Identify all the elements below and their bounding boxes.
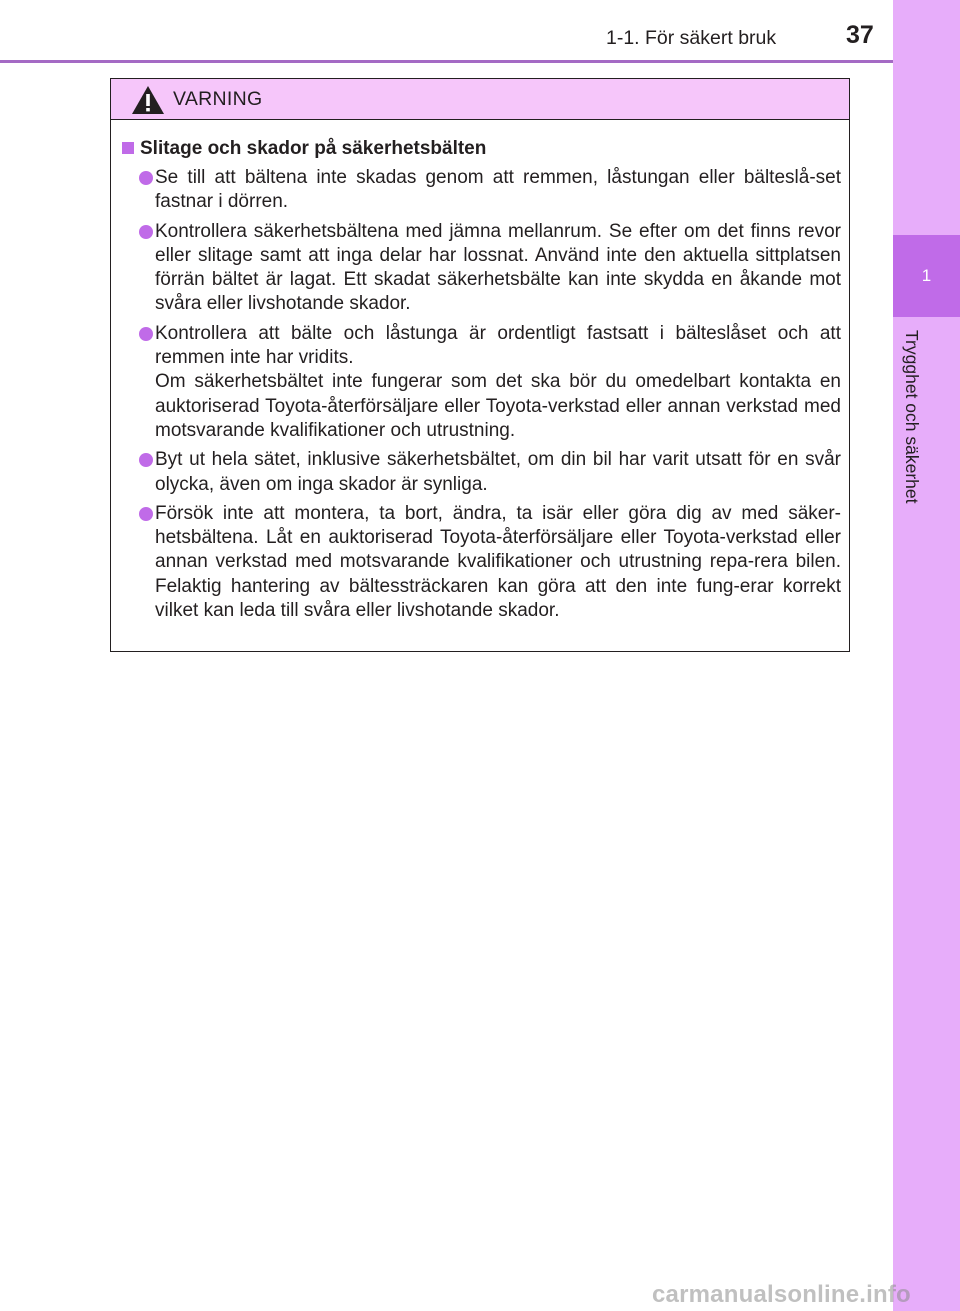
warning-triangle-icon bbox=[131, 85, 165, 115]
square-bullet-icon bbox=[122, 142, 134, 154]
bullet-dot-icon bbox=[139, 225, 153, 239]
bullet-dot-icon bbox=[139, 507, 153, 521]
chapter-title: Trygghet och säkerhet bbox=[902, 330, 922, 504]
warning-body bbox=[111, 120, 849, 623]
page-number: 37 bbox=[846, 21, 874, 49]
bullet-dot-icon bbox=[139, 327, 153, 341]
list-item-text: Byt ut hela sätet, inklusive säkerhetsbältet, om din bil har varit utsatt för en svår olycka, även om inga skador är synliga. bbox=[155, 449, 841, 495]
watermark: carmanualsonline.info bbox=[652, 1281, 911, 1308]
list-item bbox=[122, 502, 841, 623]
warning-box bbox=[110, 78, 850, 652]
warning-title: VARNING bbox=[173, 87, 263, 110]
chapter-number: 1 bbox=[921, 266, 932, 285]
warning-section-heading bbox=[122, 136, 841, 161]
chapter-number-tab[interactable] bbox=[893, 235, 960, 317]
section-title: 1-1. För säkert bruk bbox=[606, 27, 777, 49]
warning-header bbox=[111, 79, 849, 120]
header-divider bbox=[0, 60, 893, 63]
list-item-text: Kontrollera att bälte och låstunga är ordentligt fastsatt i bälteslåset och att remmen inte har vridits. bbox=[155, 322, 841, 369]
bullet-dot-icon bbox=[139, 453, 153, 467]
list-item-note: Om säkerhetsbältet inte fungerar som det ska bör du omedelbart kontakta en auktoriserad Toyota-återförsäljare eller Toyota-verkstad eller annan verkstad med motsvarande kvalifikationer och utrustning. bbox=[155, 371, 841, 441]
list-item-text: Se till att bältena inte skadas genom att remmen, låstungan eller bälteslå-set fastnar i dörren. bbox=[155, 167, 841, 213]
list-item-text: Försök inte att montera, ta bort, ändra, ta isär eller göra dig av med säker-hetsbältena. Låt en auktoriserad Toyota-återförsäljare eller Toyota-verkstad eller annan verkstad med motsvarande kvalifikationer och utrustning repa-rera bilen. Felaktig hantering av bältessträckaren kan göra att den inte fung-erar korrekt vilket kan leda till svåra eller livshotande skador. bbox=[155, 502, 841, 622]
list-item bbox=[122, 322, 841, 443]
list-item bbox=[122, 448, 841, 497]
chapter-side-band bbox=[893, 0, 960, 1311]
list-item bbox=[122, 166, 841, 215]
list-item bbox=[122, 220, 841, 317]
heading-text: Slitage och skador på säkerhetsbälten bbox=[140, 138, 487, 159]
list-item-text: Kontrollera säkerhetsbältena med jämna mellanrum. Se efter om det finns revor eller slitage samt att inga delar har lossnat. Använd inte den aktuella sittplatsen förrän bältet är lagat. Ett skadat säkerhetsbälte kan inte skydda en åkande mot svåra eller livshotande skador. bbox=[155, 220, 841, 315]
bullet-dot-icon bbox=[139, 171, 153, 185]
